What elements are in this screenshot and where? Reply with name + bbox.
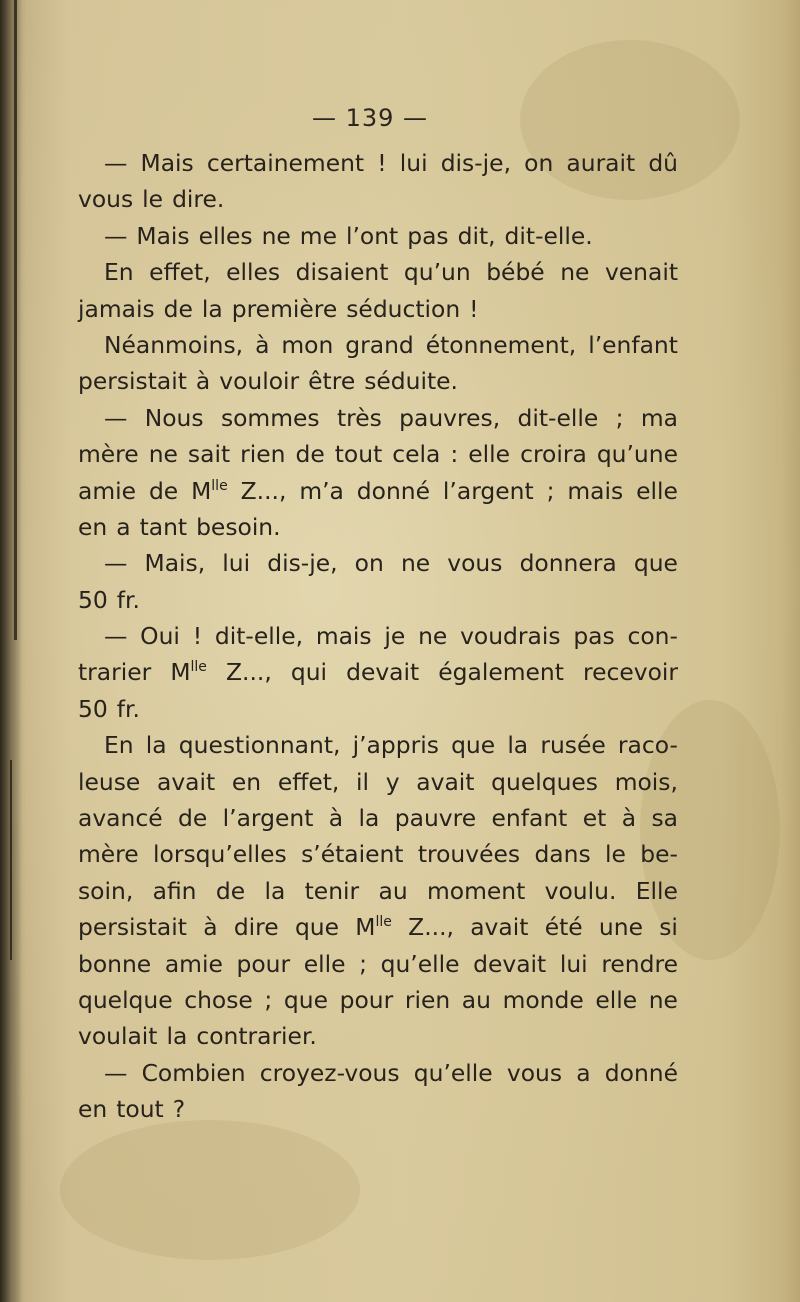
word: — bbox=[104, 622, 128, 651]
word: lui bbox=[399, 149, 428, 177]
text-line bbox=[78, 1091, 678, 1127]
word: disaient bbox=[295, 258, 389, 287]
text-line bbox=[78, 946, 678, 982]
word: qu’un bbox=[403, 258, 471, 287]
word: qui bbox=[290, 658, 328, 687]
word: Z..., bbox=[408, 913, 454, 942]
text-line bbox=[78, 873, 678, 909]
book-spine-shadow bbox=[0, 0, 22, 1302]
word: à bbox=[328, 804, 344, 833]
word: avait bbox=[416, 767, 475, 796]
word: de bbox=[215, 876, 246, 905]
word: ; bbox=[359, 949, 367, 978]
word: tout bbox=[116, 1095, 164, 1124]
word: aurait bbox=[566, 149, 636, 177]
word: mais bbox=[567, 476, 624, 505]
word: mon bbox=[281, 330, 334, 359]
word: Mais bbox=[140, 149, 194, 177]
word: effet, bbox=[277, 767, 340, 796]
word: vous bbox=[447, 549, 503, 578]
word: $M^{lle}$ bbox=[355, 913, 392, 942]
word: pas bbox=[573, 622, 615, 651]
word: ! bbox=[377, 149, 387, 177]
word: ! bbox=[192, 622, 203, 651]
word: ne bbox=[560, 258, 590, 287]
word: tout bbox=[334, 440, 383, 469]
word: ? bbox=[172, 1095, 186, 1124]
word: en bbox=[78, 512, 108, 541]
word: dû bbox=[648, 149, 678, 177]
text-line bbox=[78, 1018, 678, 1054]
word: elle bbox=[636, 476, 678, 505]
word: avait bbox=[157, 767, 216, 796]
page-number: — 139 — bbox=[311, 104, 429, 132]
word: si bbox=[659, 913, 678, 942]
word: rien bbox=[240, 440, 286, 469]
word: donné bbox=[356, 476, 430, 505]
word: ! bbox=[469, 294, 479, 323]
word: vous bbox=[506, 1058, 563, 1087]
word: ma bbox=[640, 403, 678, 432]
word: mère bbox=[78, 840, 139, 869]
word: la bbox=[507, 731, 529, 760]
text-line bbox=[78, 654, 678, 690]
word: leuse bbox=[78, 767, 141, 796]
word: Elle bbox=[635, 876, 678, 905]
word: pour bbox=[339, 985, 394, 1014]
word: recevoir bbox=[582, 658, 678, 687]
word: voudrais bbox=[460, 622, 561, 651]
word: Mais bbox=[136, 221, 190, 250]
text-line bbox=[78, 291, 678, 327]
word: elle bbox=[303, 949, 346, 978]
word: trouvées bbox=[417, 840, 521, 869]
word: contrarier. bbox=[196, 1022, 317, 1051]
text-line bbox=[78, 764, 678, 800]
word: le bbox=[142, 185, 164, 214]
word: elles bbox=[198, 221, 253, 250]
word: elle bbox=[595, 985, 638, 1014]
word: la bbox=[358, 804, 380, 833]
word: ; bbox=[615, 403, 624, 432]
word: l’ont bbox=[345, 221, 399, 250]
word: ne bbox=[148, 440, 178, 469]
word: jamais bbox=[78, 294, 155, 323]
word: que bbox=[451, 731, 496, 760]
word: mois, bbox=[614, 767, 678, 796]
word: donnera bbox=[519, 549, 617, 578]
word: la bbox=[264, 876, 286, 905]
word: vouloir bbox=[219, 367, 300, 396]
word: 50 bbox=[78, 694, 108, 723]
word: rendre bbox=[601, 949, 678, 978]
word: En bbox=[104, 731, 134, 760]
word: elle bbox=[468, 440, 511, 469]
word: l’argent bbox=[442, 476, 534, 505]
word: la bbox=[166, 1022, 188, 1051]
spine-edge-mark bbox=[10, 760, 12, 960]
word: y bbox=[385, 767, 400, 796]
word: voulait bbox=[78, 1022, 158, 1051]
word: que bbox=[633, 549, 678, 578]
word: qu’elle bbox=[413, 1058, 493, 1087]
word: on bbox=[524, 149, 554, 177]
word: quelque bbox=[78, 985, 173, 1014]
word: avancé bbox=[78, 804, 163, 833]
word: avait bbox=[470, 913, 529, 942]
word: et bbox=[582, 804, 607, 833]
text-line bbox=[78, 254, 678, 290]
word: donné bbox=[604, 1058, 678, 1087]
word: persistait bbox=[78, 367, 187, 396]
word: il bbox=[356, 767, 370, 796]
word: croira bbox=[520, 440, 587, 469]
word: soin, bbox=[78, 876, 134, 905]
word: — bbox=[104, 549, 128, 578]
word: pauvre bbox=[394, 804, 477, 833]
word: ne bbox=[418, 622, 448, 651]
word: — bbox=[104, 149, 128, 177]
word: dans bbox=[534, 840, 591, 869]
word: Mais, bbox=[144, 549, 206, 578]
text-line bbox=[78, 473, 678, 509]
word: mère bbox=[78, 440, 139, 469]
word: également bbox=[438, 658, 564, 687]
text-line bbox=[78, 218, 678, 254]
word: Nous bbox=[144, 403, 204, 432]
text-line bbox=[78, 1055, 678, 1091]
word: sa bbox=[651, 804, 678, 833]
word: lui bbox=[559, 949, 588, 978]
word: quelques bbox=[491, 767, 598, 796]
word: questionnant, bbox=[178, 731, 341, 760]
word: s’étaient bbox=[301, 840, 404, 869]
word: dit-elle, bbox=[214, 622, 304, 651]
text-line bbox=[78, 509, 678, 545]
word: dire bbox=[233, 913, 279, 942]
text-line bbox=[78, 727, 678, 763]
text-line bbox=[78, 800, 678, 836]
word: lorsqu’elles bbox=[153, 840, 287, 869]
word: en bbox=[231, 767, 262, 796]
word: séduite. bbox=[364, 367, 458, 396]
word: l’enfant bbox=[588, 330, 678, 359]
word: lui bbox=[222, 549, 251, 578]
text-line bbox=[78, 909, 678, 945]
text-line bbox=[78, 618, 678, 654]
word: la bbox=[201, 294, 223, 323]
word: venait bbox=[604, 258, 678, 287]
word: voulu. bbox=[544, 876, 617, 905]
word: mais bbox=[315, 622, 372, 651]
word: le bbox=[605, 840, 626, 869]
word: tant bbox=[139, 512, 188, 541]
word: Oui bbox=[140, 622, 180, 651]
word: ne bbox=[400, 549, 431, 578]
word: au bbox=[378, 876, 408, 905]
spine-edge-mark bbox=[14, 0, 17, 640]
text-line bbox=[78, 436, 678, 472]
word: — bbox=[104, 403, 128, 432]
word: à bbox=[621, 804, 637, 833]
word: en bbox=[78, 1095, 108, 1124]
word: certainement bbox=[206, 149, 365, 177]
word: amie bbox=[78, 476, 137, 505]
word: pour bbox=[236, 949, 291, 978]
word: Combien bbox=[141, 1058, 246, 1087]
word: me bbox=[299, 221, 337, 250]
word: devait bbox=[346, 658, 420, 687]
word: dit, bbox=[457, 221, 496, 250]
word: qu’elle bbox=[380, 949, 460, 978]
word: qu’une bbox=[596, 440, 678, 469]
word: ne bbox=[648, 985, 678, 1014]
paper-stain bbox=[60, 1120, 360, 1260]
word: enfant bbox=[491, 804, 568, 833]
word: ; bbox=[264, 985, 273, 1014]
text-line bbox=[78, 400, 678, 436]
word: très bbox=[336, 403, 382, 432]
word: $M^{lle}$ bbox=[191, 476, 228, 505]
word: on bbox=[354, 549, 384, 578]
word: vous bbox=[78, 185, 134, 214]
word: dit-elle bbox=[517, 403, 599, 432]
word: ; bbox=[546, 476, 555, 505]
word: une bbox=[598, 913, 643, 942]
word: à bbox=[255, 330, 270, 359]
word: pas bbox=[407, 221, 449, 250]
word: m’a bbox=[299, 476, 344, 505]
word: à bbox=[203, 913, 218, 942]
word: fr. bbox=[116, 694, 140, 723]
word: première bbox=[231, 294, 338, 323]
word: elles bbox=[226, 258, 281, 287]
word: sommes bbox=[220, 403, 320, 432]
text-line bbox=[78, 582, 678, 618]
word: dit-elle. bbox=[504, 221, 593, 250]
word: pauvres, bbox=[399, 403, 501, 432]
word: besoin. bbox=[196, 512, 281, 541]
word: monde bbox=[502, 985, 584, 1014]
word: rusée bbox=[540, 731, 606, 760]
word: étonnement, bbox=[425, 330, 577, 359]
word: En bbox=[104, 258, 134, 287]
word: moment bbox=[427, 876, 526, 905]
word: bébé bbox=[486, 258, 545, 287]
word: sait bbox=[187, 440, 231, 469]
word: la bbox=[145, 731, 167, 760]
word: ne bbox=[261, 221, 291, 250]
superscript: lle bbox=[211, 477, 228, 494]
word: amie bbox=[164, 949, 223, 978]
word: a bbox=[116, 512, 131, 541]
word: séduction bbox=[346, 294, 461, 323]
word: de bbox=[148, 476, 179, 505]
word: que bbox=[283, 985, 328, 1014]
word: rien bbox=[404, 985, 451, 1014]
superscript: lle bbox=[375, 914, 392, 931]
word: devait bbox=[473, 949, 547, 978]
word: au bbox=[461, 985, 491, 1014]
word: grand bbox=[345, 330, 414, 359]
text-line bbox=[78, 691, 678, 727]
word: à bbox=[195, 367, 211, 396]
word: je bbox=[384, 622, 406, 651]
word: con- bbox=[627, 622, 678, 651]
word: bonne bbox=[78, 949, 152, 978]
text-line bbox=[78, 982, 678, 1018]
word: persistait bbox=[78, 913, 187, 942]
word: afin bbox=[152, 876, 197, 905]
word: dis-je, bbox=[440, 149, 512, 177]
word: de bbox=[295, 440, 325, 469]
word: 50 bbox=[78, 585, 108, 614]
word: trarier bbox=[78, 658, 152, 687]
word: be- bbox=[640, 840, 678, 869]
word: Z..., bbox=[240, 476, 287, 505]
word: dis-je, bbox=[267, 549, 338, 578]
word: dire. bbox=[172, 185, 225, 214]
word: effet, bbox=[149, 258, 211, 287]
word: Z..., bbox=[226, 658, 272, 687]
text-line bbox=[78, 836, 678, 872]
word: l’argent bbox=[222, 804, 314, 833]
word: j’appris bbox=[352, 731, 439, 760]
word: de bbox=[178, 804, 208, 833]
word: a bbox=[576, 1058, 591, 1087]
text-line bbox=[78, 545, 678, 581]
text-line bbox=[78, 145, 678, 181]
superscript: lle bbox=[190, 659, 207, 676]
word: croyez-vous bbox=[259, 1058, 400, 1087]
word: raco- bbox=[617, 731, 678, 760]
word: — bbox=[104, 221, 128, 250]
text-line bbox=[78, 181, 678, 217]
word: cela bbox=[392, 440, 441, 469]
word: que bbox=[294, 913, 340, 942]
word: — bbox=[104, 1058, 128, 1087]
word: : bbox=[450, 440, 459, 469]
word: été bbox=[544, 913, 583, 942]
body-text bbox=[78, 145, 678, 1128]
word: tenir bbox=[304, 876, 360, 905]
text-line bbox=[78, 327, 678, 363]
text-line bbox=[78, 363, 678, 399]
word: chose bbox=[184, 985, 253, 1014]
word: être bbox=[308, 367, 356, 396]
word: Néanmoins, bbox=[104, 330, 244, 359]
word: de bbox=[163, 294, 193, 323]
word: fr. bbox=[116, 585, 140, 614]
word: $M^{lle}$ bbox=[170, 658, 207, 687]
